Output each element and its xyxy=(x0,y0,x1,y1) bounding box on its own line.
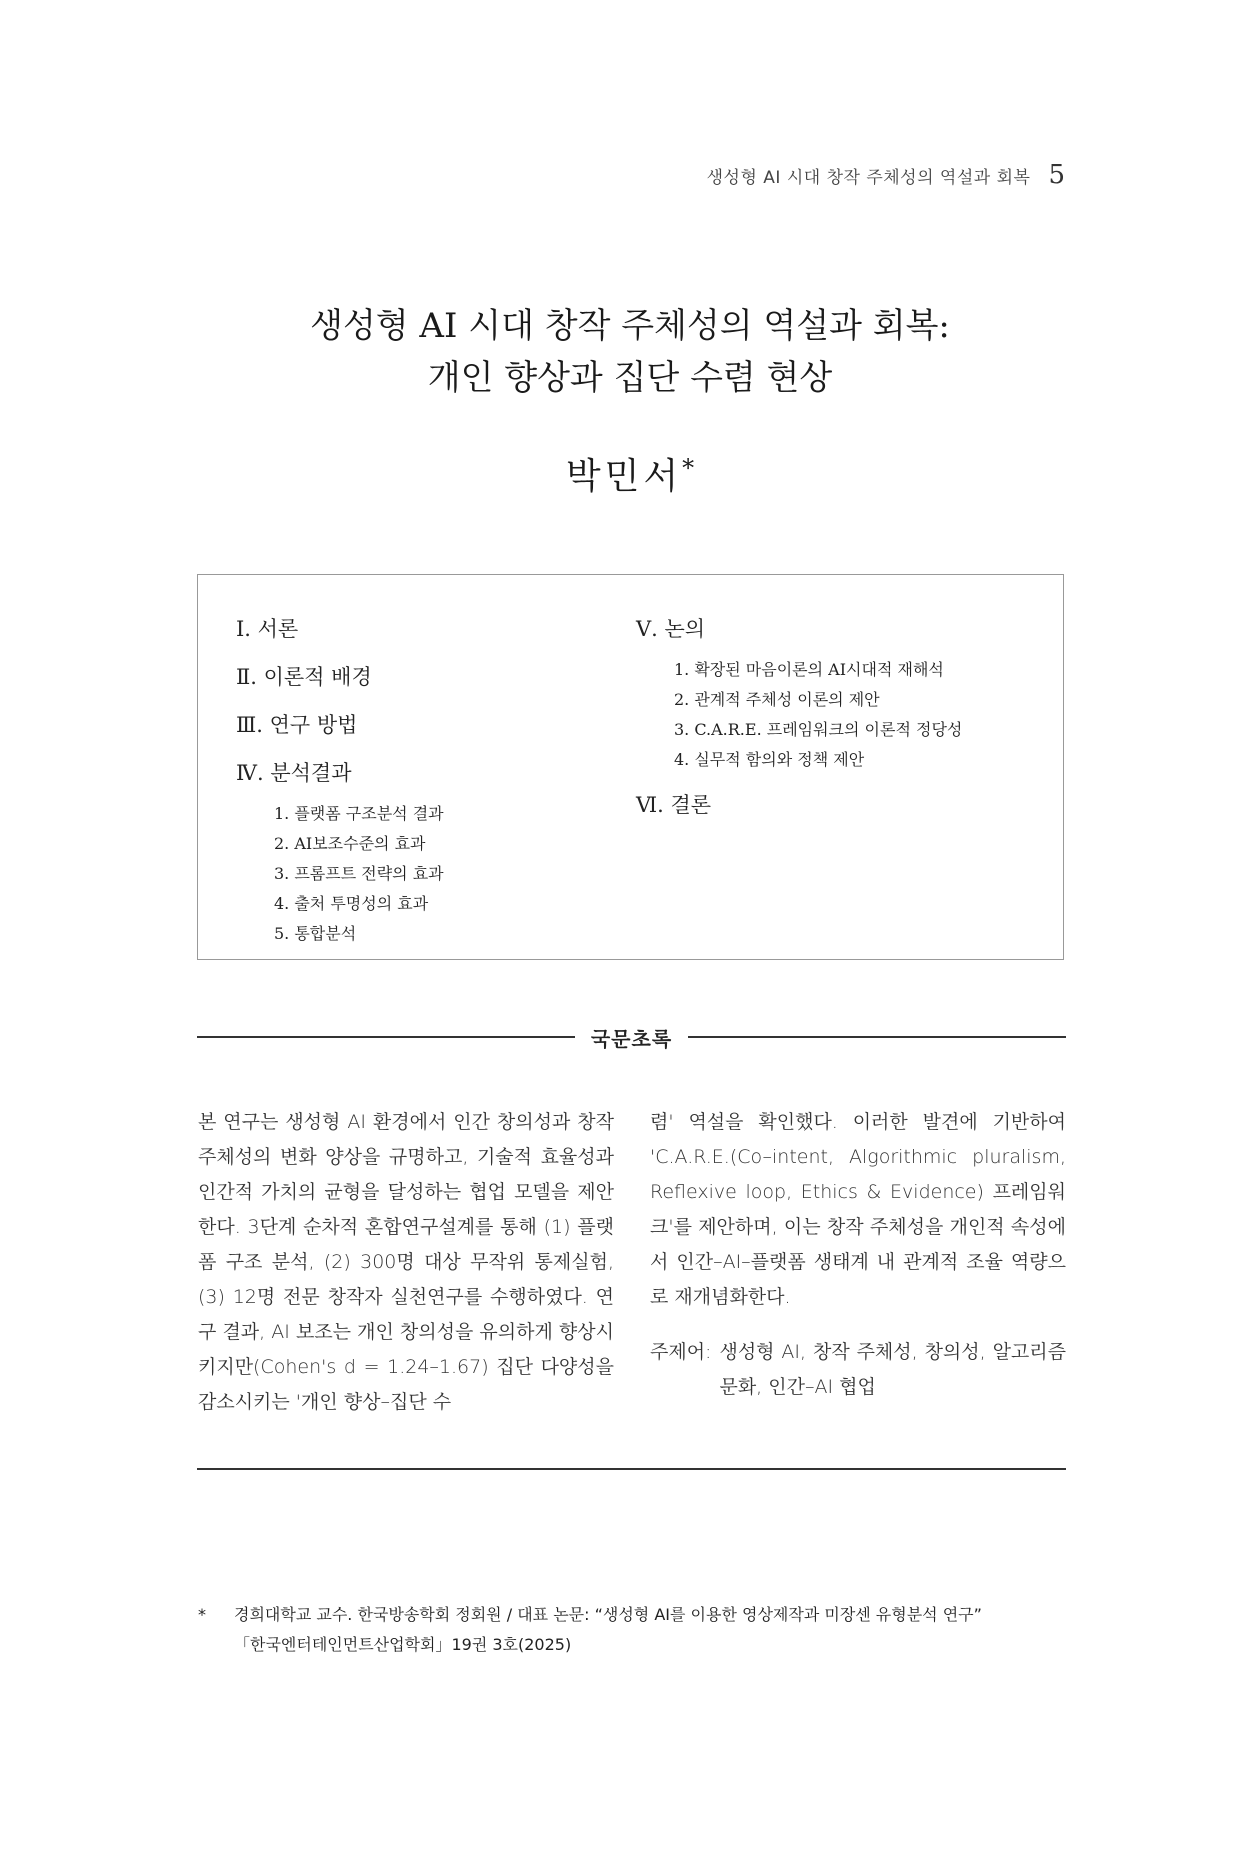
heading-rule-left xyxy=(197,1036,575,1038)
toc-item-2: Ⅱ. 이론적 배경 xyxy=(236,665,372,689)
footnote-mark: * xyxy=(198,1605,206,1624)
footnote-line-2: 「한국엔터테인먼트산업학회」19권 3호(2025) xyxy=(234,1635,572,1654)
toc-subitem: 4. 출처 투명성의 효과 xyxy=(274,894,429,913)
running-header xyxy=(707,160,1065,190)
keywords-label: 주제어: xyxy=(650,1341,712,1363)
footnote-body xyxy=(234,1600,982,1660)
toc-right-column xyxy=(636,605,962,829)
table-of-contents xyxy=(197,574,1064,960)
abstract-right-column xyxy=(650,1105,1066,1405)
toc-subitem: 5. 통합분석 xyxy=(274,924,357,943)
toc-subitem: 2. AI보조수준의 효과 xyxy=(274,834,426,853)
author-name: 박민서 xyxy=(565,456,683,497)
paper-title xyxy=(0,300,1260,404)
toc-item-4: Ⅳ. 분석결과 xyxy=(236,761,352,785)
keywords-list: 생성형 AI, 창작 주체성, 창의성, 알고리즘 문화, 인간–AI 협업 xyxy=(719,1341,1066,1398)
abstract-text-part-2: 렴' 역설을 확인했다. 이러한 발견에 기반하여 'C.A.R.E.(Co–intent, Algorithmic pluralism, Reflexive loop, Ethics & Evidence) 프레임워크'를 제안하며, 이는 창작 주체성을 개인적 속성에서 인간–AI–플랫폼 생태계 내 관계적 조율 역량으로 재개념화한다. xyxy=(650,1111,1066,1308)
abstract-bottom-rule xyxy=(197,1468,1066,1470)
author-footnote xyxy=(198,1600,1078,1660)
toc-item-6: Ⅵ. 결론 xyxy=(636,793,712,817)
toc-item-5-subsections xyxy=(636,655,962,775)
toc-item-3: Ⅲ. 연구 방법 xyxy=(236,713,358,737)
toc-subitem: 4. 실무적 함의와 정책 제안 xyxy=(674,750,865,769)
heading-rule-right xyxy=(688,1036,1066,1038)
toc-item-4-subsections xyxy=(236,799,444,949)
paper-title-line-1: 생성형 AI 시대 창작 주체성의 역설과 회복: xyxy=(310,306,950,346)
toc-item-5: Ⅴ. 논의 xyxy=(636,617,706,641)
toc-subitem: 2. 관계적 주체성 이론의 제안 xyxy=(674,690,880,709)
abstract-left-column xyxy=(198,1105,614,1420)
toc-subitem: 1. 확장된 마음이론의 AI시대적 재해석 xyxy=(674,660,944,679)
toc-item-1: Ⅰ. 서론 xyxy=(236,617,299,641)
abstract-heading xyxy=(197,1022,1066,1052)
toc-subitem: 1. 플랫폼 구조분석 결과 xyxy=(274,804,444,823)
abstract-text-part-1: 본 연구는 생성형 AI 환경에서 인간 창의성과 창작 주체성의 변화 양상을 규명하고, 기술적 효율성과 인간적 가치의 균형을 달성하는 협업 모델을 제안한다. 3단계 순차적 혼합연구설계를 통해 (1) 플랫폼 구조 분석, (2) 300명 대상 무작위 통제실험, (3) 12명 전문 창작자 실천연구를 수행하였다. 연구 결과, AI 보조는 개인 창의성을 유의하게 향상시키지만(Cohen's d = 1.24–1.67) 집단 다양성을 감소시키는 '개인 향상–집단 수 xyxy=(198,1111,614,1413)
abstract-heading-label: 국문초록 xyxy=(590,1026,673,1051)
toc-subitem: 3. C.A.R.E. 프레임워크의 이론적 정당성 xyxy=(674,720,963,739)
keywords xyxy=(650,1335,1066,1405)
author xyxy=(0,448,1260,499)
footnote-line-1: 경희대학교 교수. 한국방송학회 정회원 / 대표 논문: “생성형 AI를 이용한 영상제작과 미장센 유형분석 연구” xyxy=(234,1605,982,1624)
toc-left-column xyxy=(236,605,444,955)
author-footnote-mark: * xyxy=(682,454,695,482)
paper-title-line-2: 개인 향상과 집단 수렴 현상 xyxy=(427,358,833,398)
page-number: 5 xyxy=(1048,160,1065,190)
toc-subitem: 3. 프롬프트 전략의 효과 xyxy=(274,864,444,883)
running-header-title: 생성형 AI 시대 창작 주체성의 역설과 회복 xyxy=(706,168,1031,188)
